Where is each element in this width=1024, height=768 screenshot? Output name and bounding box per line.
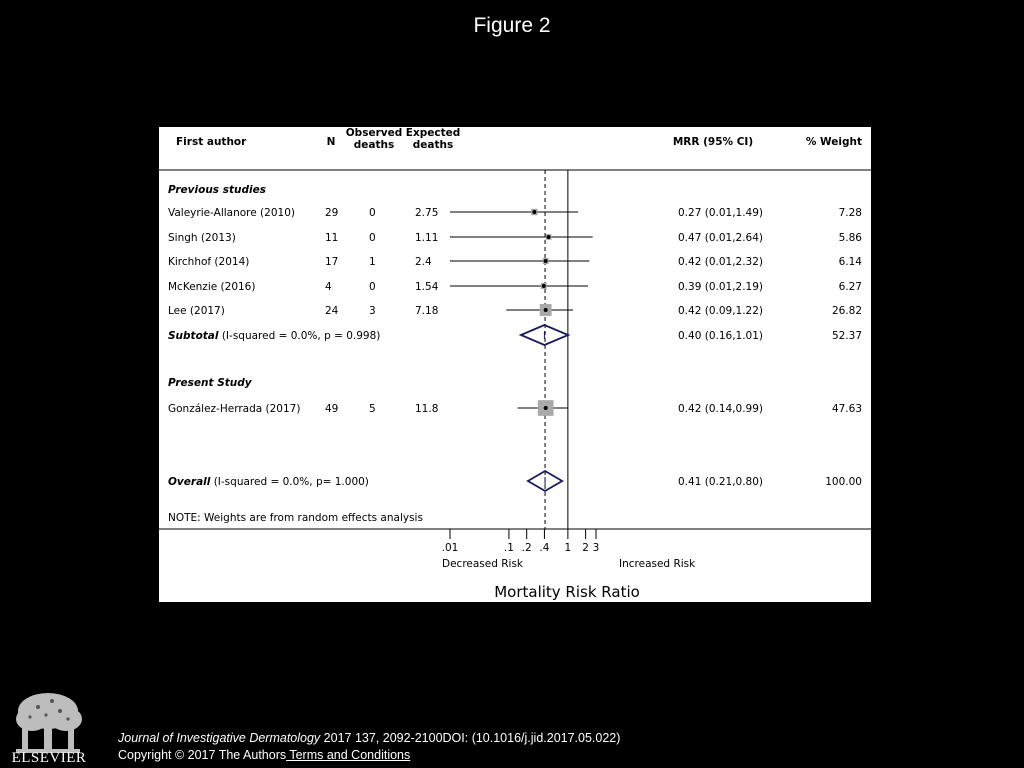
study-weight: 7.28 — [838, 207, 862, 219]
study-observed: 1 — [369, 256, 376, 268]
study-point-estimate — [544, 406, 548, 410]
x-axis-tick-label: 2 — [582, 542, 589, 554]
study-mrr-ci: 0.42 (0.09,1.22) — [678, 305, 764, 317]
subtotal-mrr-ci: 0.40 (0.16,1.01) — [678, 330, 764, 342]
x-axis-tick-label: .01 — [441, 542, 459, 554]
study-expected: 11.8 — [415, 403, 439, 415]
column-header-observed-deaths: deaths — [353, 139, 395, 151]
x-axis-increased-risk-label: Increased Risk — [619, 558, 696, 570]
study-expected: 7.18 — [415, 305, 439, 317]
study-author: Singh (2013) — [168, 232, 236, 244]
overall-label-bold: Overall — [168, 476, 211, 488]
study-expected: 2.75 — [415, 207, 439, 219]
x-axis-tick-label: .1 — [503, 542, 514, 554]
study-mrr-ci: 0.27 (0.01,1.49) — [678, 207, 764, 219]
subtotal-label-bold: Subtotal — [168, 330, 219, 342]
overall-label-stats: (I-squared = 0.0%, p= 1.000) — [210, 476, 369, 488]
overall-label — [168, 476, 369, 488]
study-mrr-ci: 0.39 (0.01,2.19) — [678, 281, 764, 293]
group-header-present-study: Present Study — [168, 377, 252, 389]
overall-weight: 100.00 — [825, 476, 862, 488]
study-observed: 0 — [369, 281, 376, 293]
journal-name: Journal of Investigative Dermatology — [118, 731, 321, 745]
chart-title: Mortality Risk Ratio — [494, 583, 640, 601]
subtotal-label-stats: (I-squared = 0.0%, p = 0.998) — [218, 330, 381, 342]
study-author: Kirchhof (2014) — [168, 256, 250, 268]
study-n: 29 — [325, 207, 339, 219]
study-observed: 3 — [369, 305, 376, 317]
publisher-logo-wordmark: ELSEVIER — [11, 750, 87, 766]
study-mrr-ci: 0.42 (0.14,0.99) — [678, 403, 764, 415]
column-header-weight: % Weight — [805, 136, 862, 148]
citation-line — [118, 730, 620, 747]
study-point-estimate — [542, 284, 546, 288]
column-header-expected: Expected — [405, 127, 461, 139]
x-axis-tick-label: 1 — [564, 542, 572, 554]
x-axis-tick-label: 3 — [592, 542, 600, 554]
forest-plot — [159, 127, 871, 602]
x-axis-decreased-risk-label: Decreased Risk — [442, 558, 523, 570]
study-n: 4 — [325, 281, 332, 293]
study-weight: 26.82 — [831, 305, 862, 317]
overall-mrr-ci: 0.41 (0.21,0.80) — [678, 476, 764, 488]
study-expected: 1.11 — [415, 232, 439, 244]
study-weight: 6.14 — [838, 256, 862, 268]
weights-note: NOTE: Weights are from random effects analysis — [168, 512, 423, 524]
study-weight: 5.86 — [838, 232, 862, 244]
study-observed: 0 — [369, 207, 376, 219]
study-mrr-ci: 0.47 (0.01,2.64) — [678, 232, 764, 244]
terms-and-conditions-link[interactable]: Terms and Conditions — [286, 748, 411, 762]
citation-details: 2017 137, 2092-2100DOI: (10.1016/j.jid.2017.05.022) — [320, 731, 621, 745]
copyright-text: Copyright © 2017 The Authors — [118, 748, 287, 762]
study-point-estimate — [547, 235, 551, 239]
study-observed: 0 — [369, 232, 376, 244]
citation-block — [118, 730, 620, 764]
column-header-expected-deaths: deaths — [412, 139, 454, 151]
study-author: Lee (2017) — [168, 305, 225, 317]
study-mrr-ci: 0.42 (0.01,2.32) — [678, 256, 764, 268]
forest-plot-panel — [159, 127, 871, 602]
subtotal-label — [168, 330, 380, 342]
group-header-previous-studies: Previous studies — [168, 184, 266, 196]
study-observed: 5 — [369, 403, 376, 415]
study-n: 11 — [325, 232, 339, 244]
column-header-observed: Observed — [345, 127, 403, 139]
copyright-line — [118, 747, 620, 764]
study-expected: 2.4 — [415, 256, 432, 268]
study-point-estimate — [544, 259, 548, 263]
column-header-n: N — [326, 136, 336, 148]
study-expected: 1.54 — [415, 281, 439, 293]
study-author: Valeyrie-Allanore (2010) — [168, 207, 295, 219]
study-author: González-Herrada (2017) — [168, 403, 301, 415]
slide-title: Figure 2 — [473, 14, 551, 37]
x-axis-tick-label: .2 — [521, 542, 532, 554]
study-weight: 6.27 — [838, 281, 862, 293]
study-point-estimate — [532, 210, 536, 214]
study-author: McKenzie (2016) — [168, 281, 256, 293]
study-n: 17 — [325, 256, 339, 268]
study-n: 24 — [325, 305, 339, 317]
study-weight: 47.63 — [831, 403, 862, 415]
study-point-estimate — [544, 308, 548, 312]
x-axis-tick-label: .4 — [539, 542, 550, 554]
subtotal-weight: 52.37 — [831, 330, 862, 342]
study-n: 49 — [325, 403, 339, 415]
column-header-mrr: MRR (95% CI) — [672, 136, 754, 148]
column-header-author: First author — [176, 136, 247, 148]
